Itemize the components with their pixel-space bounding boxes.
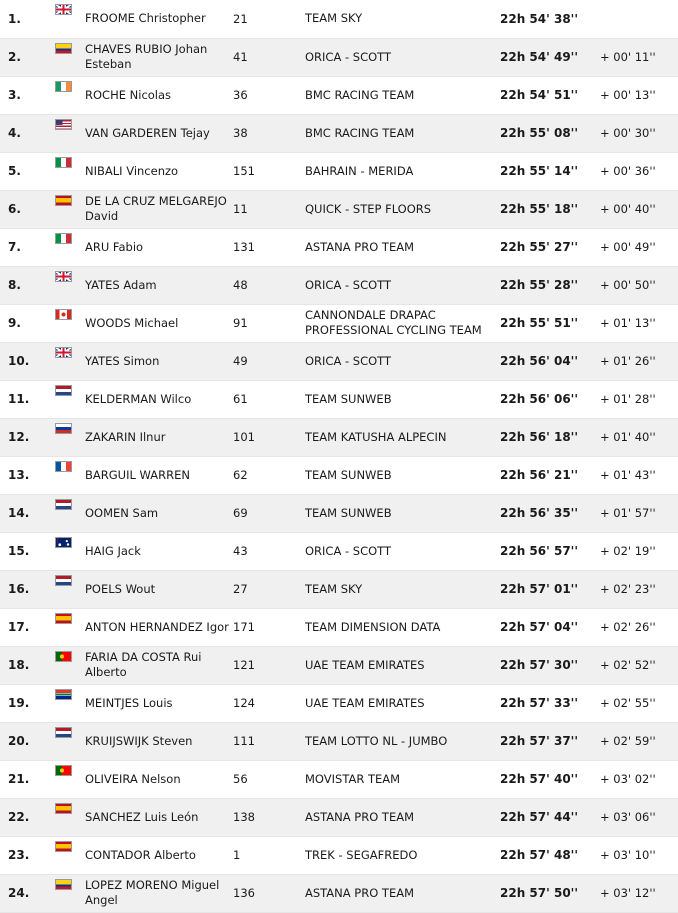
rank-cell: 14. — [0, 494, 55, 532]
gap-cell: + 00' 30'' — [600, 114, 678, 152]
bib-cell: 138 — [233, 798, 305, 836]
gap-cell: + 02' 55'' — [600, 684, 678, 722]
rider-cell[interactable] — [55, 722, 233, 760]
rus-flag-icon — [55, 423, 72, 434]
time-cell: 22h 54' 51'' — [500, 76, 600, 114]
gbr-flag-icon — [55, 271, 72, 282]
rider-name[interactable]: WOODS Michael — [85, 315, 179, 330]
rider-name[interactable]: KRUIJSWIJK Steven — [85, 733, 193, 748]
bib-cell: 27 — [233, 570, 305, 608]
time-cell: 22h 55' 28'' — [500, 266, 600, 304]
gap-cell: + 00' 50'' — [600, 266, 678, 304]
esp-flag-icon — [55, 195, 72, 206]
time-cell: 22h 57' 37'' — [500, 722, 600, 760]
gap-cell: + 01' 13'' — [600, 304, 678, 342]
team-cell[interactable]: UAE TEAM EMIRATES — [305, 684, 500, 722]
rider-cell[interactable] — [55, 684, 233, 722]
rank-cell: 9. — [0, 304, 55, 342]
ita-flag-icon — [55, 157, 72, 168]
bib-cell: 121 — [233, 646, 305, 684]
team-cell[interactable]: TEAM SUNWEB — [305, 456, 500, 494]
rider-name[interactable]: CHAVES RUBIO Johan Esteban — [85, 42, 208, 71]
bib-cell: 49 — [233, 342, 305, 380]
rank-cell: 4. — [0, 114, 55, 152]
rank-cell: 6. — [0, 190, 55, 228]
rider-cell[interactable] — [55, 646, 233, 684]
table-row — [0, 456, 678, 494]
gap-cell: + 01' 40'' — [600, 418, 678, 456]
bib-cell: 11 — [233, 190, 305, 228]
rider-cell[interactable] — [55, 266, 233, 304]
bib-cell: 131 — [233, 228, 305, 266]
rank-cell: 2. — [0, 38, 55, 76]
team-cell[interactable]: TEAM SKY — [305, 570, 500, 608]
col-flag-icon — [55, 879, 72, 890]
bib-cell: 69 — [233, 494, 305, 532]
rider-name[interactable]: YATES Simon — [85, 353, 160, 368]
bib-cell: 48 — [233, 266, 305, 304]
time-cell: 22h 57' 04'' — [500, 608, 600, 646]
rank-cell: 3. — [0, 76, 55, 114]
bib-cell: 1 — [233, 836, 305, 874]
can-flag-icon — [55, 309, 72, 320]
team-cell[interactable]: ORICA - SCOTT — [305, 532, 500, 570]
ned-flag-icon — [55, 727, 72, 738]
table-row — [0, 646, 678, 684]
time-cell: 22h 54' 49'' — [500, 38, 600, 76]
gap-cell: + 02' 52'' — [600, 646, 678, 684]
esp-flag-icon — [55, 841, 72, 852]
rider-cell[interactable] — [55, 304, 233, 342]
table-row — [0, 494, 678, 532]
rider-cell[interactable] — [55, 380, 233, 418]
gap-cell: + 00' 40'' — [600, 190, 678, 228]
bib-cell: 21 — [233, 0, 305, 38]
table-row — [0, 722, 678, 760]
table-row — [0, 532, 678, 570]
table-row — [0, 76, 678, 114]
rider-cell[interactable] — [55, 152, 233, 190]
aus-flag-icon — [55, 537, 72, 548]
time-cell: 22h 55' 14'' — [500, 152, 600, 190]
time-cell: 22h 56' 18'' — [500, 418, 600, 456]
team-cell[interactable]: BMC RACING TEAM — [305, 114, 500, 152]
bib-cell: 41 — [233, 38, 305, 76]
gap-cell: + 02' 59'' — [600, 722, 678, 760]
time-cell: 22h 55' 18'' — [500, 190, 600, 228]
bib-cell: 36 — [233, 76, 305, 114]
rider-cell[interactable] — [55, 874, 233, 912]
irl-flag-icon — [55, 81, 72, 92]
rider-name[interactable]: ARU Fabio — [85, 239, 144, 254]
rider-name[interactable]: VAN GARDEREN Tejay — [85, 125, 210, 140]
rider-cell[interactable] — [55, 418, 233, 456]
rider-cell[interactable] — [55, 608, 233, 646]
table-row — [0, 114, 678, 152]
rider-cell[interactable] — [55, 228, 233, 266]
rank-cell: 17. — [0, 608, 55, 646]
time-cell: 22h 57' 33'' — [500, 684, 600, 722]
gap-cell: + 03' 06'' — [600, 798, 678, 836]
team-cell[interactable]: ASTANA PRO TEAM — [305, 228, 500, 266]
rider-name[interactable]: NIBALI Vincenzo — [85, 163, 179, 178]
rider-cell[interactable] — [55, 456, 233, 494]
rider-name[interactable]: BARGUIL WARREN — [85, 467, 190, 482]
gbr-flag-icon — [55, 4, 72, 15]
gap-cell: + 02' 23'' — [600, 570, 678, 608]
gap-cell: + 02' 19'' — [600, 532, 678, 570]
bib-cell: 151 — [233, 152, 305, 190]
esp-flag-icon — [55, 803, 72, 814]
time-cell: 22h 57' 01'' — [500, 570, 600, 608]
table-row — [0, 684, 678, 722]
time-cell: 22h 55' 51'' — [500, 304, 600, 342]
rsa-flag-icon — [55, 689, 72, 700]
team-cell[interactable]: ASTANA PRO TEAM — [305, 874, 500, 912]
rider-name[interactable]: LOPEZ MORENO Miguel Angel — [85, 878, 220, 907]
time-cell: 22h 56' 35'' — [500, 494, 600, 532]
rider-name[interactable]: HAIG Jack — [85, 543, 141, 558]
team-cell[interactable]: TEAM SKY — [305, 0, 500, 38]
rider-name[interactable]: DE LA CRUZ MELGAREJO David — [85, 194, 227, 223]
rank-cell: 19. — [0, 684, 55, 722]
time-cell: 22h 56' 57'' — [500, 532, 600, 570]
rank-cell: 23. — [0, 836, 55, 874]
bib-cell: 101 — [233, 418, 305, 456]
rider-name[interactable]: KELDERMAN Wilco — [85, 391, 192, 406]
rider-name[interactable]: OLIVEIRA Nelson — [85, 771, 181, 786]
team-cell[interactable]: ORICA - SCOTT — [305, 266, 500, 304]
table-row — [0, 798, 678, 836]
rider-cell[interactable] — [55, 570, 233, 608]
time-cell: 22h 55' 27'' — [500, 228, 600, 266]
rider-name[interactable]: POELS Wout — [85, 581, 156, 596]
rider-name[interactable]: OOMEN Sam — [85, 505, 159, 520]
team-cell[interactable]: ASTANA PRO TEAM — [305, 798, 500, 836]
table-row — [0, 342, 678, 380]
por-flag-icon — [55, 765, 72, 776]
table-row — [0, 228, 678, 266]
rider-cell[interactable] — [55, 190, 233, 228]
gbr-flag-icon — [55, 347, 72, 358]
rider-cell[interactable] — [55, 760, 233, 798]
rank-cell: 15. — [0, 532, 55, 570]
por-flag-icon — [55, 651, 72, 662]
rank-cell: 21. — [0, 760, 55, 798]
rank-cell: 7. — [0, 228, 55, 266]
table-row — [0, 380, 678, 418]
rider-cell[interactable] — [55, 38, 233, 76]
rank-cell: 13. — [0, 456, 55, 494]
rank-cell: 8. — [0, 266, 55, 304]
usa-flag-icon — [55, 119, 72, 130]
team-cell[interactable]: ORICA - SCOTT — [305, 342, 500, 380]
gap-cell: + 00' 49'' — [600, 228, 678, 266]
table-row — [0, 760, 678, 798]
fra-flag-icon — [55, 461, 72, 472]
rank-cell: 16. — [0, 570, 55, 608]
rank-cell: 1. — [0, 0, 55, 38]
team-cell[interactable]: TEAM SUNWEB — [305, 380, 500, 418]
rank-cell: 22. — [0, 798, 55, 836]
ita-flag-icon — [55, 233, 72, 244]
table-row — [0, 304, 678, 342]
rider-name[interactable]: MEINTJES Louis — [85, 695, 173, 710]
rider-cell[interactable] — [55, 76, 233, 114]
rider-name[interactable]: FARIA DA COSTA Rui Alberto — [85, 650, 202, 679]
gap-cell: + 01' 26'' — [600, 342, 678, 380]
time-cell: 22h 57' 30'' — [500, 646, 600, 684]
table-row — [0, 38, 678, 76]
team-cell[interactable]: CANNONDALE DRAPAC PROFESSIONAL CYCLING TEAM — [305, 304, 500, 342]
rank-cell: 12. — [0, 418, 55, 456]
rank-cell: 18. — [0, 646, 55, 684]
rider-name[interactable]: SANCHEZ Luis León — [85, 809, 199, 824]
rider-cell[interactable] — [55, 532, 233, 570]
rank-cell: 10. — [0, 342, 55, 380]
esp-flag-icon — [55, 613, 72, 624]
bib-cell: 61 — [233, 380, 305, 418]
team-cell[interactable]: BMC RACING TEAM — [305, 76, 500, 114]
rider-cell[interactable] — [55, 836, 233, 874]
gap-cell: + 03' 02'' — [600, 760, 678, 798]
team-cell[interactable]: QUICK - STEP FLOORS — [305, 190, 500, 228]
gap-cell: + 03' 12'' — [600, 874, 678, 912]
rider-name[interactable]: ZAKARIN Ilnur — [85, 429, 166, 444]
time-cell: 22h 55' 08'' — [500, 114, 600, 152]
gap-cell: + 02' 26'' — [600, 608, 678, 646]
rider-name[interactable]: CONTADOR Alberto — [85, 847, 196, 862]
bib-cell: 43 — [233, 532, 305, 570]
rider-name[interactable]: ROCHE Nicolas — [85, 87, 172, 102]
team-cell[interactable]: TEAM DIMENSION DATA — [305, 608, 500, 646]
time-cell: 22h 57' 50'' — [500, 874, 600, 912]
ned-flag-icon — [55, 385, 72, 396]
bib-cell: 171 — [233, 608, 305, 646]
bib-cell: 136 — [233, 874, 305, 912]
bib-cell: 62 — [233, 456, 305, 494]
time-cell: 22h 54' 38'' — [500, 0, 600, 38]
ned-flag-icon — [55, 499, 72, 510]
bib-cell: 91 — [233, 304, 305, 342]
rank-cell: 11. — [0, 380, 55, 418]
team-cell[interactable]: TEAM SUNWEB — [305, 494, 500, 532]
bib-cell: 124 — [233, 684, 305, 722]
ned-flag-icon — [55, 575, 72, 586]
team-cell[interactable]: TREK - SEGAFREDO — [305, 836, 500, 874]
rider-name[interactable]: ANTON HERNANDEZ Igor — [85, 619, 229, 634]
rider-cell[interactable] — [55, 798, 233, 836]
bib-cell: 38 — [233, 114, 305, 152]
time-cell: 22h 56' 06'' — [500, 380, 600, 418]
rider-cell[interactable] — [55, 0, 233, 38]
gap-cell: + 00' 36'' — [600, 152, 678, 190]
team-cell[interactable]: MOVISTAR TEAM — [305, 760, 500, 798]
rank-cell: 5. — [0, 152, 55, 190]
rider-cell[interactable] — [55, 494, 233, 532]
time-cell: 22h 57' 44'' — [500, 798, 600, 836]
team-cell[interactable]: TEAM KATUSHA ALPECIN — [305, 418, 500, 456]
time-cell: 22h 57' 48'' — [500, 836, 600, 874]
bib-cell: 56 — [233, 760, 305, 798]
rider-cell[interactable] — [55, 342, 233, 380]
rank-cell: 20. — [0, 722, 55, 760]
table-row — [0, 152, 678, 190]
table-row — [0, 874, 678, 912]
rider-name[interactable]: YATES Adam — [85, 277, 157, 292]
table-row — [0, 190, 678, 228]
gap-cell: + 03' 10'' — [600, 836, 678, 874]
table-row — [0, 266, 678, 304]
time-cell: 22h 56' 21'' — [500, 456, 600, 494]
bib-cell: 111 — [233, 722, 305, 760]
time-cell: 22h 56' 04'' — [500, 342, 600, 380]
team-cell[interactable]: ORICA - SCOTT — [305, 38, 500, 76]
rider-cell[interactable] — [55, 114, 233, 152]
rider-name[interactable]: FROOME Christopher — [85, 11, 206, 26]
table-row — [0, 608, 678, 646]
table-row — [0, 570, 678, 608]
gap-cell: + 01' 28'' — [600, 380, 678, 418]
gap-cell: + 00' 11'' — [600, 38, 678, 76]
time-cell: 22h 57' 40'' — [500, 760, 600, 798]
team-cell[interactable]: TEAM LOTTO NL - JUMBO — [305, 722, 500, 760]
table-row — [0, 0, 678, 38]
gap-cell — [600, 0, 678, 38]
team-cell[interactable]: UAE TEAM EMIRATES — [305, 646, 500, 684]
table-row — [0, 418, 678, 456]
gap-cell: + 01' 43'' — [600, 456, 678, 494]
rank-cell: 24. — [0, 874, 55, 912]
table-row — [0, 836, 678, 874]
gap-cell: + 00' 13'' — [600, 76, 678, 114]
gap-cell: + 01' 57'' — [600, 494, 678, 532]
col-flag-icon — [55, 43, 72, 54]
team-cell[interactable]: BAHRAIN - MERIDA — [305, 152, 500, 190]
